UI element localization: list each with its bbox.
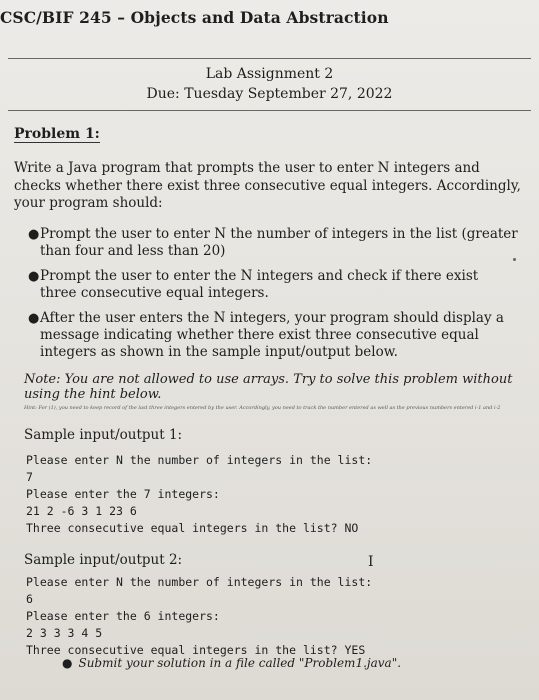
sample-2-line: 2 3 3 3 4 5 (26, 626, 103, 640)
bullet-text: After the user enters the N integers, your program should display a message indicating whether there exist three consecutive equal integers as shown in the sample input/output below. (40, 310, 504, 360)
sample-2-line: Please enter the 6 integers: (26, 609, 220, 623)
hint-text: Hint: For (1), you need to keep record of the last three integers entered by the user. Accordingly, you need to track the number entered as well as the previous numbers entered i-1 and i-2 (24, 405, 501, 411)
sample-1-line: Please enter the 7 integers: (26, 487, 220, 501)
sample-2-line: Three consecutive equal integers in the list? YES (26, 643, 366, 657)
bullet-icon: ● (28, 269, 40, 284)
sample-1-line: 21 2 -6 3 1 23 6 (26, 504, 137, 518)
bullet-text: Prompt the user to enter the N integers and check if there exist three consecutive equal integers. (40, 268, 479, 301)
sample-1-label: Sample input/output 1: (24, 427, 183, 443)
requirement-list (28, 226, 519, 369)
bottom-rule (8, 110, 531, 111)
problem-title (14, 126, 100, 142)
bullet-icon: ● (28, 311, 40, 326)
top-rule (8, 58, 531, 59)
text-cursor-icon: I (368, 554, 374, 570)
sample-1-line: 7 (26, 470, 33, 484)
problem-title-text: Problem 1: (14, 126, 100, 142)
sample-2-line: Please enter N the number of integers in the list: (26, 575, 373, 589)
list-item (28, 268, 519, 302)
bullet-text: Prompt the user to enter N the number of integers in the list (greater than four and less than 20) (40, 226, 518, 259)
problem-intro: Write a Java program that prompts the user to enter N integers and checks whether there exist three consecutive equal integers. Accordingly, your program should: (14, 160, 521, 211)
sample-1-line: Please enter N the number of integers in the list: (26, 453, 373, 467)
sample-2-label: Sample input/output 2: (24, 552, 183, 568)
sample-2-line: 6 (26, 592, 33, 606)
course-header: CSC/BIF 245 – Objects and Data Abstraction (0, 8, 389, 27)
note-text: Note: You are not allowed to use arrays. Try to solve this problem without using the hint below. (24, 372, 513, 402)
lab-title: Lab Assignment 2 (205, 66, 334, 82)
submit-text: Submit your solution in a file called "Problem1.java". (78, 656, 402, 670)
margin-mark (513, 258, 516, 261)
bullet-icon: ● (28, 227, 40, 242)
list-item (28, 310, 519, 361)
list-item (28, 226, 519, 260)
sample-1-line: Three consecutive equal integers in the list? NO (26, 521, 359, 535)
bullet-icon: ● (62, 656, 73, 670)
submit-instruction (62, 656, 401, 670)
due-date: Due: Tuesday September 27, 2022 (146, 86, 393, 102)
